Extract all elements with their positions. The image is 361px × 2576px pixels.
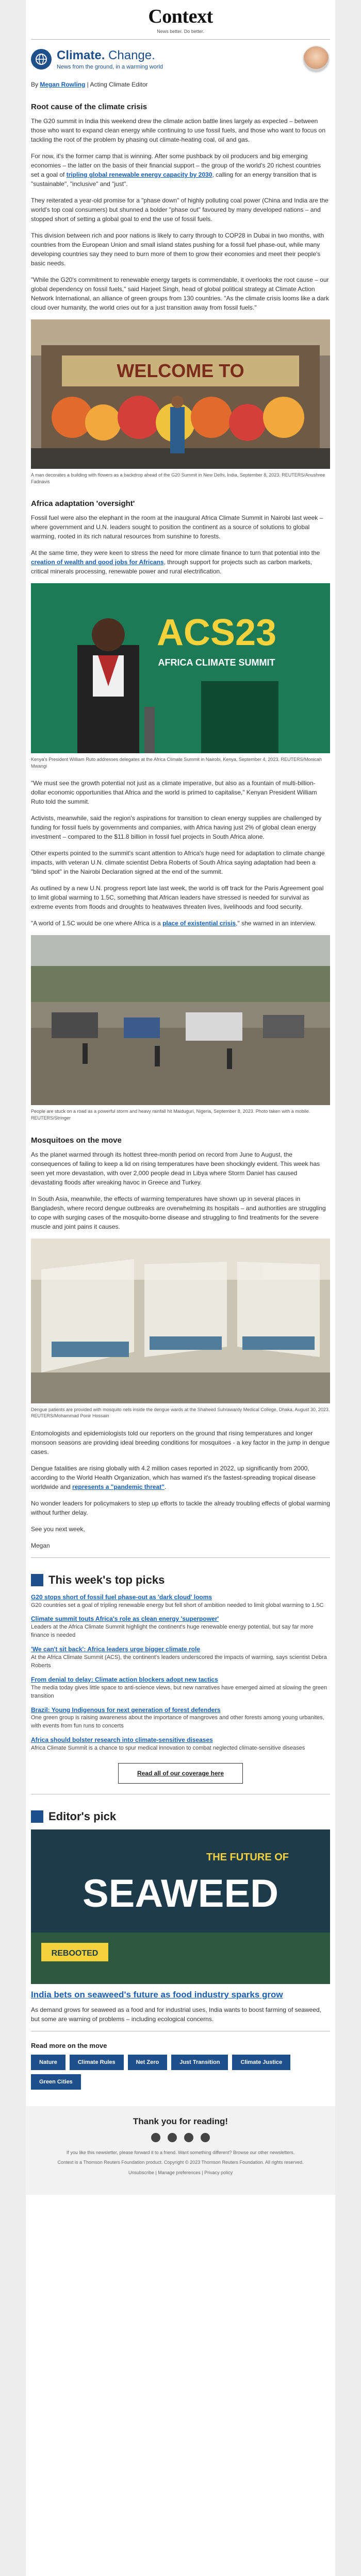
section-title: Root cause of the climate crisis bbox=[31, 103, 147, 111]
editors-pick-image[interactable] bbox=[31, 1829, 330, 1984]
section-title: Africa adaptation 'oversight' bbox=[31, 499, 135, 509]
paragraph: In South Asia, meanwhile, the effects of warming temperatures have shown up in several places in Bangladesh, where record dengue outbreaks are overwhelming its hospitals – and authorities are struggling to cope with surging cases of the mosquito-borne disease and struggling to find treatments for the severe muscle and joint pains it causes. bbox=[31, 1195, 326, 1230]
topic-tag[interactable]: Nature bbox=[31, 2055, 65, 2070]
topic-tag[interactable]: Net Zero bbox=[128, 2055, 168, 2070]
paragraph: Activists, meanwhile, said the region's aspirations for transition to clean energy supplies are challenged by funding for fossil fuels by governments and companies, with Africa having just 2% of global clean energy investment – compared to the $11.8 billion in fossil fuel projects in South Africa alone. bbox=[31, 815, 322, 841]
top-picks-heading: This week's top picks bbox=[31, 1573, 330, 1587]
paragraph: They reiterated a year-old promise for a "phase down" of highly polluting coal power (China and India are the world's top coal consumers) but shunned a bolder "phase out" favoured by many developed nations – and stopped short of setting a global goal to end the use of fossil fuels. bbox=[31, 197, 329, 223]
photo-caption: Kenya's President William Ruto addresses delegates at the Africa Climate Summit in Nairobi, Kenya, September 4, 2023. REUTERS/Monicah Mwangi bbox=[31, 757, 322, 769]
section-title: Mosquitoes on the move bbox=[31, 1136, 122, 1145]
article-link[interactable]: place of existential crisis bbox=[162, 920, 236, 927]
footer-thanks: Thank you for reading! bbox=[133, 2116, 228, 2126]
pick-title[interactable]: Brazil: Young Indigenous for next generation of forest defenders bbox=[31, 1706, 221, 1714]
topic-tags bbox=[31, 2055, 330, 2094]
facebook-icon[interactable] bbox=[168, 2133, 177, 2142]
divider bbox=[31, 39, 330, 40]
paragraph: Dengue fatalities are rising globally with 4.2 million cases reported in 2022, up significantly from 2000, according to the World Health Organization, which has warned it's the fastest-spreading tropical disease worldwide and represents a "pandemic threat". bbox=[31, 1464, 316, 1490]
photo-caption: Dengue patients are provided with mosquito nets inside the dengue wards at the Shaheed Suhrawardy Medical College, Dhaka, August 30, 2023. REUTERS/Mohammad Ponir Hossain bbox=[31, 1406, 330, 1419]
pick-item[interactable] bbox=[31, 1736, 330, 1753]
divider bbox=[31, 1557, 330, 1558]
image-subtitle: THE FUTURE OF bbox=[206, 1851, 289, 1863]
image-title: SEAWEED bbox=[82, 1871, 279, 1916]
topic-tag[interactable]: Just Transition bbox=[171, 2055, 228, 2070]
editors-pick-headline[interactable]: India bets on seaweed's future as food industry sparks grow bbox=[31, 1989, 283, 1999]
paragraph: "We must see the growth potential not just as a climate imperative, but also as a fountain of multi-billion-dollar economic opportunities that Africa and the world is primed to capitalise," Kenyan President William Ruto told the summit. bbox=[31, 779, 317, 806]
pick-description: Africa Climate Summit is a chance to spur medical innovation to combat neglected climate-sensitive diseases bbox=[31, 1744, 305, 1751]
author-link[interactable]: Megan Rowling bbox=[40, 81, 86, 88]
pick-title[interactable]: Climate summit touts Africa's role as clean energy 'superpower' bbox=[31, 1615, 219, 1623]
newsletter-banner bbox=[26, 45, 335, 73]
globe-icon bbox=[31, 49, 52, 70]
pick-title[interactable]: G20 stops short of fossil fuel phase-out as 'dark cloud' looms bbox=[31, 1593, 212, 1601]
photo-caption: People are stuck on a road as a powerful storm and heavy rainfall hit Maiduguri, Nigeria, September 8, 2023. Photo taken with a mobile. REUTERS/Stringer bbox=[31, 1109, 310, 1121]
newsletter-name: Climate. Change. bbox=[57, 48, 155, 62]
topic-tag[interactable]: Green Cities bbox=[31, 2074, 81, 2090]
article-link[interactable]: tripling global renewable energy capacity by 2030 bbox=[66, 171, 212, 178]
pick-title[interactable]: From denial to delay: Climate action blockers adopt new tactics bbox=[31, 1675, 218, 1683]
pick-item[interactable] bbox=[31, 1645, 330, 1670]
read-all-coverage-button[interactable]: Read all of our coverage here bbox=[118, 1763, 243, 1784]
twitter-icon[interactable] bbox=[151, 2133, 160, 2142]
pick-description: G20 countries set a goal of tripling renewable energy but fell short of ambition needed to limit global warming to 1.5C bbox=[31, 1602, 324, 1608]
author-avatar bbox=[302, 45, 330, 73]
newsletter-subtitle: News from the ground, in a warming world bbox=[57, 64, 163, 70]
brand-logo[interactable]: Context bbox=[148, 6, 213, 27]
acs-banner-text: ACS23 bbox=[156, 612, 277, 654]
pick-description: Leaders at the Africa Climate Summit highlight the continent's huge renewable energy potential, but say far more finance is needed bbox=[31, 1624, 314, 1639]
pick-item[interactable] bbox=[31, 1615, 330, 1640]
acs-banner-subtext: AFRICA CLIMATE SUMMIT bbox=[158, 657, 275, 668]
pick-item[interactable] bbox=[31, 1706, 330, 1731]
pick-description: One green group is raising awareness about the importance of mangroves and other forests among young urbanites, with events from fun runs to concerts bbox=[31, 1715, 324, 1730]
footer-links[interactable]: Unsubscribe | Manage preferences | Privacy policy bbox=[128, 2170, 233, 2175]
section-marker-icon bbox=[31, 1810, 43, 1823]
more-topics-heading: Read more on the move bbox=[31, 2041, 107, 2049]
welcome-sign-text: WELCOME TO bbox=[117, 360, 244, 381]
paragraph: For now, it's the former camp that is winning. After some pushback by oil producers and big emerging economies – the latter on the basis of their financial support – the group of the world's 20 richest countries set a goal of tripling global renewable energy capacity by 2030, calling for an energy transition that is "sustainable", "inclusive" and "just". bbox=[31, 152, 321, 188]
pick-description: At the Africa Climate Summit (ACS), the continent's leaders underscored the impacts of warming, says scientist Debra Roberts bbox=[31, 1654, 327, 1669]
topic-tag[interactable]: Climate Justice bbox=[232, 2055, 290, 2070]
paragraph: Fossil fuel were also the elephant in the room at the inaugural Africa Climate Summit in Nairobi last week – where government and U.N. leaders sought to position the continent as a source of solutions to global warming, rooted in its rich natural resources from sunshine to forests. bbox=[31, 514, 323, 540]
article-link[interactable]: represents a "pandemic threat" bbox=[72, 1483, 165, 1490]
signoff: See you next week, bbox=[31, 1525, 85, 1533]
paragraph: Other experts pointed to the summit's scant attention to Africa's huge need for adaptation to climate change impacts, with veteran U.N. climate scientist Debra Roberts of South Africa saying adaptation had been a "blind spot" in the Nairobi Declaration signed at the end of the summit. bbox=[31, 850, 325, 876]
section-marker-icon bbox=[31, 1574, 43, 1586]
newsletter-page bbox=[26, 0, 335, 2576]
photo-africa-climate-summit bbox=[31, 583, 330, 753]
footer-copyright: Context is a Thomson Reuters Foundation product. Copyright © 2023 Thomson Reuters Foundation. All rights reserved. bbox=[57, 2160, 304, 2165]
photo-dengue-ward bbox=[31, 1239, 330, 1403]
pick-description: The media today gives little space to anti-science views, but new narratives have emerged aimed at slowing the green transition bbox=[31, 1684, 327, 1699]
paragraph: No wonder leaders for policymakers to step up efforts to tackle the already troubling effects of global warming without further delay. bbox=[31, 1499, 330, 1516]
paragraph: This division between rich and poor nations is likely to carry through to COP28 in Dubai in two months, with countries from the European Union and small island states pushing for a fossil fuel phase-out, while many developing countries say they need to burn more of them to grow their economies and meet their people's basic needs. bbox=[31, 232, 324, 267]
paragraph: "A world of 1.5C would be one where Africa is a place of existential crisis," she warned in an interview. bbox=[31, 920, 316, 927]
image-badge: REBOOTED bbox=[51, 1948, 99, 1958]
photo-caption: A man decorates a building with flowers as a backdrop ahead of the G20 Summit in New Delhi, India, September 8, 2023. REUTERS/Anushree Fadnavis bbox=[31, 472, 325, 484]
pick-item[interactable] bbox=[31, 1675, 330, 1701]
instagram-icon[interactable] bbox=[201, 2133, 210, 2142]
paragraph: "While the G20's commitment to renewable energy targets is commendable, it overlooks the root cause – our global dependency on fossil fuels," said Harjeet Singh, head of global political strategy at Climate Action Network International, an alliance of green groups from 130 countries. "As the climate crisis looms like a dark cloud over humanity, the world cries out for a just transition away from fossil fuels." bbox=[31, 276, 329, 311]
editors-pick-heading: Editor's pick bbox=[31, 1810, 330, 1823]
byline: By Megan Rowling | Acting Climate Editor bbox=[31, 81, 148, 88]
social-links bbox=[26, 2133, 335, 2142]
paragraph: As outlined by a new U.N. progress report late last week, the world is off track for the Paris Agreement goal to limit global warming to 1.5C, something that African leaders have stressed is needed for survival as extreme events from floods and droughts to heatwaves threaten lives, livelihoods and food security. bbox=[31, 885, 324, 911]
brand-tagline: News better. Do better. bbox=[157, 29, 204, 34]
linkedin-icon[interactable] bbox=[184, 2133, 193, 2142]
topic-tag[interactable]: Climate Rules bbox=[70, 2055, 124, 2070]
footer-text: If you like this newsletter, please forward it to a friend. Want something different? Browse our other newsletters. bbox=[66, 2149, 295, 2155]
masthead bbox=[26, 0, 335, 34]
photo-welcome-sign bbox=[31, 319, 330, 469]
paragraph: Entomologists and epidemiologists told our reporters on the ground that rising temperatures and longer monsoon seasons are providing ideal breeding conditions for mosquitoes - a key factor in the jump in dengue cases. bbox=[31, 1429, 330, 1455]
paragraph: As the planet warmed through its hottest three-month period on record from June to August, the consequences of failing to keep a lid on rising temperatures have been shockingly evident. This week has seen yet more devastation, with over 2,000 people dead in Libya where Storm Daniel has caused devastating floods after wreaking havoc in Greece and Turkey. bbox=[31, 1150, 320, 1186]
paragraph: The G20 summit in India this weekend drew the climate action battle lines largely as expected – between those who want to expand clean energy while continuing to use fossil fuels, and those who want to focus on tackling the root of the problem by phasing out climate-heating coal, oil and gas. bbox=[31, 117, 326, 143]
editors-pick-description: As demand grows for seaweed as a food and for industrial uses, India wants to boost farming of seaweed, but some are warning of problems – including ecological concerns. bbox=[31, 2006, 321, 2023]
article-link[interactable]: creation of wealth and good jobs for Africans bbox=[31, 558, 164, 566]
pick-title[interactable]: 'We can't sit back': Africa leaders urge bigger climate role bbox=[31, 1646, 201, 1653]
pick-item[interactable] bbox=[31, 1593, 330, 1610]
footer bbox=[26, 2106, 335, 2195]
signature: Megan bbox=[31, 1541, 50, 1549]
paragraph: At the same time, they were keen to stress the need for more climate finance to turn that potential into the creation of wealth and good jobs for Africans, through support for projects such as carbon markets, critical minerals processing, renewable power and rural electrification. bbox=[31, 549, 320, 575]
photo-flood-road bbox=[31, 935, 330, 1105]
pick-title[interactable]: Africa should bolster research into climate-sensitive diseases bbox=[31, 1736, 213, 1744]
